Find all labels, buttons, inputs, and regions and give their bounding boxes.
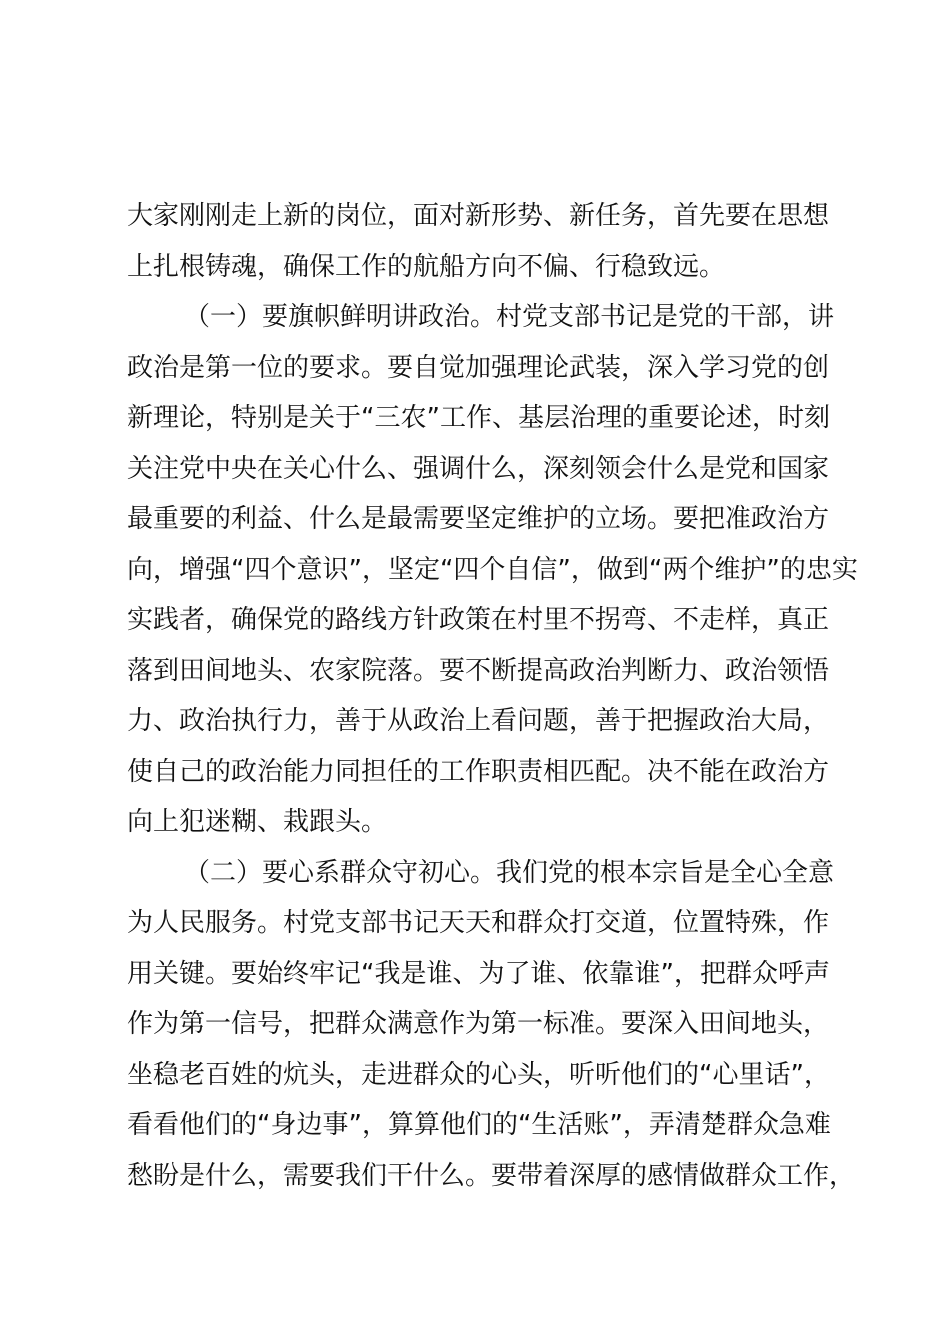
- text-line: 上扎根铸魂，确保工作的航船方向不偏、行稳致远。: [127, 251, 726, 282]
- document-body: [127, 191, 858, 1201]
- text-line: 大家刚刚走上新的岗位，面对新形势、新任务，首先要在思想: [127, 201, 830, 231]
- text-line: 为人民服务。村党支部书记天天和群众打交道，位置特殊，作: [127, 908, 830, 938]
- text-line: 愁盼是什么，需要我们干什么。要带着深厚的感情做群众工作，: [127, 1160, 856, 1191]
- text-line: 向，增强“四个意识”，坚定“四个自信”，做到“两个维护”的忠实: [127, 554, 858, 585]
- section-heading-line: （二）要心系群众守初心。我们党的根本宗旨是全心全意: [184, 857, 835, 888]
- text-line: 政治是第一位的要求。要自觉加强理论武装，深入学习党的创: [127, 352, 830, 383]
- text-line: 最重要的利益、什么是最需要坚定维护的立场。要把准政治方: [127, 504, 830, 534]
- text-line: 新理论，特别是关于“三农”工作、基层治理的重要论述，时刻: [127, 403, 830, 433]
- text-line: 使自己的政治能力同担任的工作职责相匹配。决不能在政治方: [127, 756, 830, 787]
- text-line: 用关键。要始终牢记“我是谁、为了谁、依靠谁”，把群众呼声: [127, 958, 830, 989]
- text-line: 落到田间地头、农家院落。要不断提高政治判断力、政治领悟: [127, 655, 830, 686]
- text-line: 坐稳老百姓的炕头，走进群众的心头，听听他们的“心里话”，: [127, 1059, 830, 1090]
- text-line: 力、政治执行力，善于从政治上看问题，善于把握政治大局，: [127, 706, 830, 736]
- section-heading-line: （一）要旗帜鲜明讲政治。村党支部书记是党的干部，讲: [184, 302, 835, 332]
- text-line: 作为第一信号，把群众满意作为第一标准。要深入田间地头，: [127, 1009, 830, 1039]
- text-line: 关注党中央在关心什么、强调什么，深刻领会什么是党和国家: [127, 453, 830, 484]
- text-line: 实践者，确保党的路线方针政策在村里不拐弯、不走样，真正: [127, 605, 830, 635]
- text-line: 看看他们的“身边事”，算算他们的“生活账”，弄清楚群众急难: [127, 1110, 831, 1140]
- text-line: 向上犯迷糊、栽跟头。: [127, 807, 388, 837]
